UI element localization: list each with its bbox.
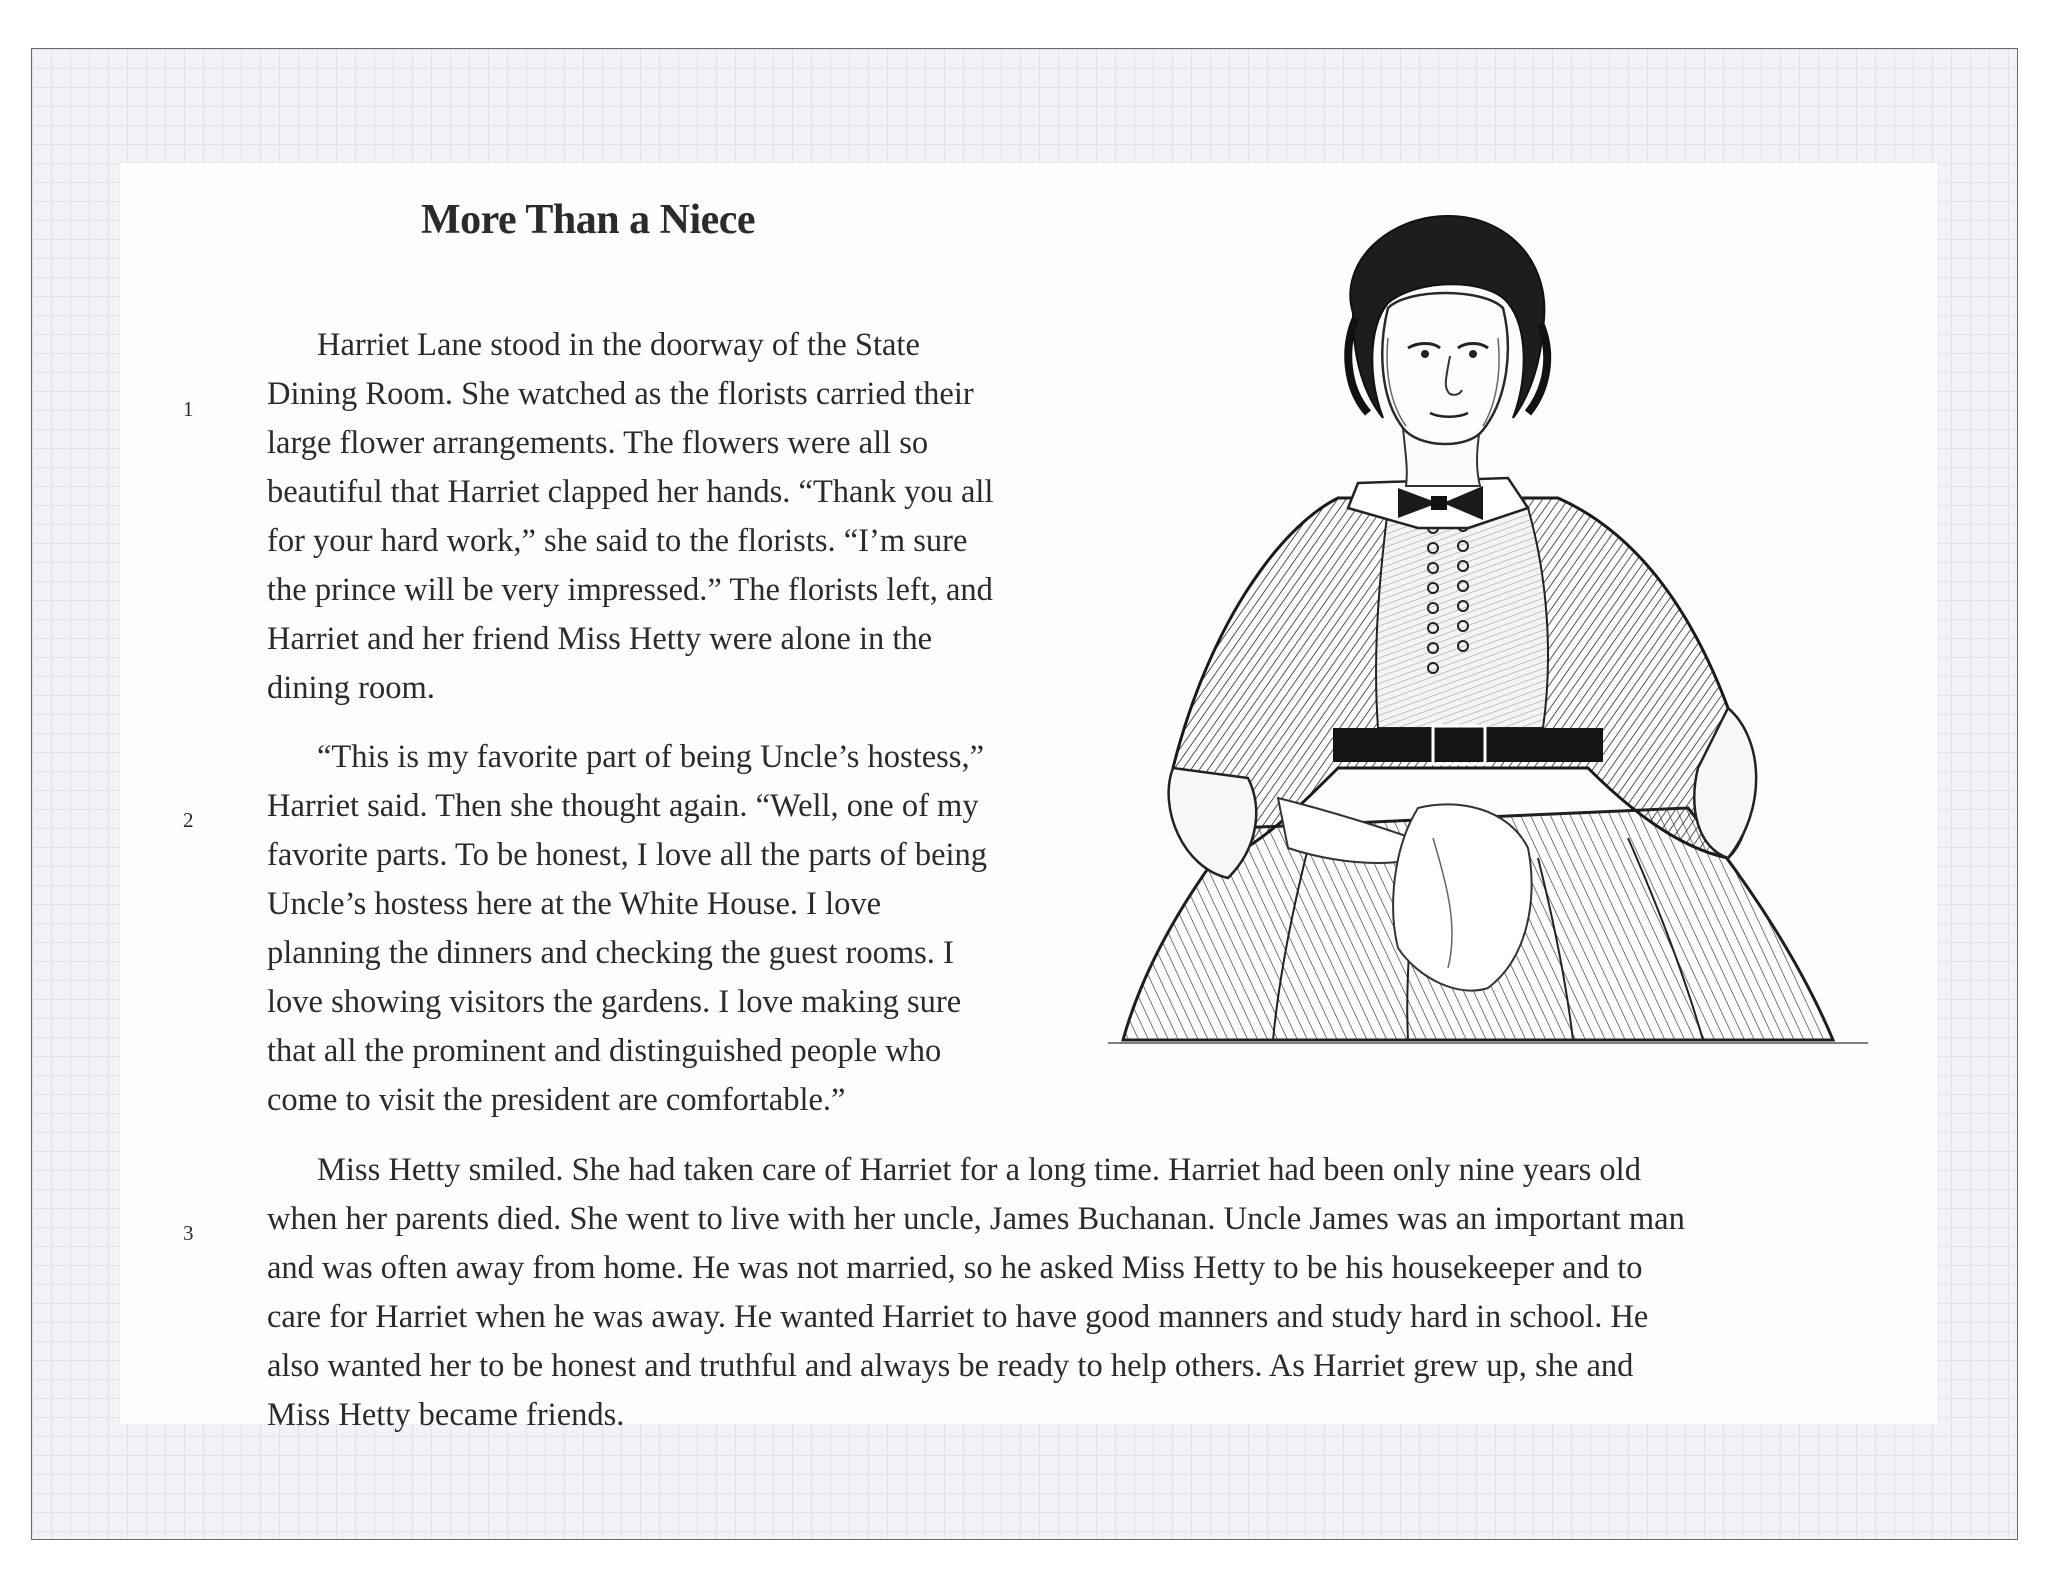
paragraph-line: “This is my favorite part of being Uncle’s hostess,” <box>317 739 984 775</box>
paragraph-number-1: 1 <box>183 397 194 421</box>
document-page <box>120 163 1938 1433</box>
document-title: More Than a Niece <box>421 197 756 243</box>
paragraph-line: Miss Hetty became friends. <box>267 1397 625 1433</box>
paragraph-line: the prince will be very impressed.” The florists left, and <box>267 572 993 608</box>
paragraph-1 <box>267 321 993 713</box>
paragraph-line: love showing visitors the gardens. I love making sure <box>267 984 962 1020</box>
paragraph-line: planning the dinners and checking the guest rooms. I <box>267 935 954 971</box>
paragraph-line: beautiful that Harriet clapped her hands. “Thank you all <box>267 474 994 510</box>
paragraph-line: for your hard work,” she said to the florists. “I’m sure <box>267 523 968 559</box>
paragraph-line: care for Harriet when he was away. He wanted Harriet to have good manners and study hard in school. He <box>267 1299 1649 1335</box>
paragraph-line: dining room. <box>267 670 435 706</box>
paragraph-line: Harriet Lane stood in the doorway of the State <box>317 327 920 363</box>
woman-portrait-illustration <box>1088 208 1878 1048</box>
paragraph-line: Miss Hetty smiled. She had taken care of Harriet for a long time. Harriet had been only nine years old <box>317 1152 1641 1188</box>
paragraph-line: Dining Room. She watched as the florists carried their <box>267 376 974 412</box>
paragraph-line: large flower arrangements. The flowers were all so <box>267 425 929 461</box>
paragraph-line: and was often away from home. He was not married, so he asked Miss Hetty to be his housekeeper and to <box>267 1250 1643 1286</box>
paragraph-line: come to visit the president are comfortable.” <box>267 1082 846 1118</box>
paragraph-3 <box>267 1146 1685 1440</box>
paragraph-number-3: 3 <box>183 1221 194 1245</box>
paragraph-line: favorite parts. To be honest, I love all the parts of being <box>267 837 988 873</box>
paragraph-line: that all the prominent and distinguished people who <box>267 1033 942 1069</box>
slide-canvas <box>31 48 2018 1540</box>
paragraph-line: when her parents died. She went to live with her uncle, James Buchanan. Uncle James was an important man <box>267 1201 1685 1237</box>
paragraph-number-2: 2 <box>183 808 194 832</box>
paragraph-line: Harriet and her friend Miss Hetty were alone in the <box>267 621 933 657</box>
paragraph-2 <box>267 733 987 1125</box>
paragraph-line: also wanted her to be honest and truthful and always be ready to help others. As Harriet grew up, she and <box>267 1348 1634 1384</box>
paragraph-line: Harriet said. Then she thought again. “Well, one of my <box>267 788 979 824</box>
paragraph-line: Uncle’s hostess here at the White House. I love <box>267 886 882 922</box>
